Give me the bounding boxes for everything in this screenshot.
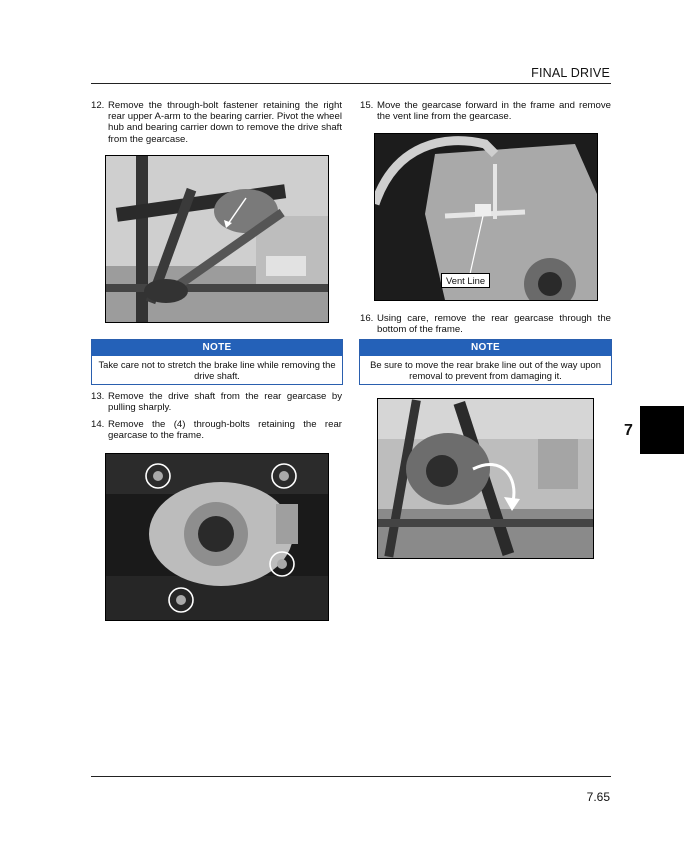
step-text: Remove the through-bolt fastener retaining the right rear upper A-arm to the bearing carrier. Pivot the wheel hub and bearing carrier down to remove the drive shaft from the gearcase. [108, 100, 342, 145]
step-text: Remove the drive shaft from the rear gearcase by pulling sharply. [108, 391, 342, 414]
note-text: Take care not to stretch the brake line while removing the drive shaft. [98, 359, 336, 382]
figure-drive-shaft-photo [105, 155, 329, 323]
step-number: 12. [91, 100, 105, 111]
step-number: 15. [360, 100, 374, 111]
section-title: FINAL DRIVE [531, 66, 610, 80]
figure-vent-line-photo [374, 133, 598, 301]
step-12 [91, 100, 342, 145]
figure-gearcase-bolts-photo [105, 453, 329, 621]
step-14 [91, 419, 342, 441]
step-number: 13. [91, 391, 105, 402]
footer-rule [91, 776, 611, 777]
step-text: Using care, remove the rear gearcase through the bottom of the frame. [377, 313, 611, 336]
page-number: 7.65 [586, 790, 610, 804]
note-label: NOTE [92, 340, 342, 356]
header-rule [91, 83, 611, 84]
step-text: Move the gearcase forward in the frame and remove the vent line from the gearcase. [377, 100, 611, 123]
note-brake-line-removal [359, 339, 612, 385]
step-number: 14. [91, 419, 105, 430]
step-text: Remove the (4) through-bolts retaining the rear gearcase to the frame. [108, 419, 342, 442]
vent-line-callout: Vent Line [441, 273, 490, 288]
chapter-tab[interactable] [640, 406, 684, 454]
step-13 [91, 391, 342, 413]
step-16 [360, 313, 611, 335]
step-15 [360, 100, 611, 122]
note-text: Be sure to move the rear brake line out of the way upon removal to prevent from damaging it. [370, 359, 601, 382]
step-number: 16. [360, 313, 374, 324]
chapter-number: 7 [624, 422, 633, 439]
note-brake-line-stretch [91, 339, 343, 385]
note-label: NOTE [360, 340, 611, 356]
figure-gearcase-removal-photo [377, 398, 594, 559]
